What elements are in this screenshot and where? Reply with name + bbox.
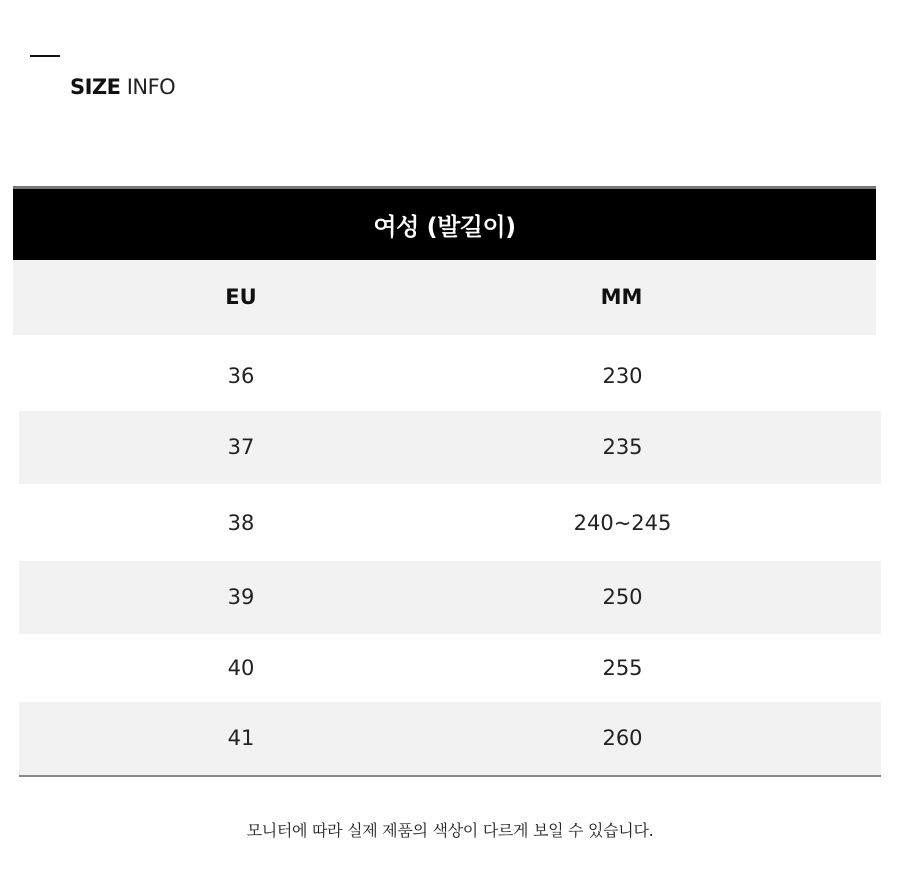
cell-eu: 40	[227, 656, 255, 680]
cell-mm: 250	[602, 585, 643, 609]
table-row	[19, 340, 881, 413]
cell-mm: 240~245	[573, 511, 672, 535]
table-row	[19, 702, 881, 775]
cell-eu: 37	[227, 435, 255, 459]
table-row	[19, 561, 881, 634]
cell-mm: 230	[602, 364, 643, 388]
cell-mm: 260	[602, 726, 643, 750]
cell-mm: 235	[602, 435, 643, 459]
table-row	[19, 632, 881, 705]
table-bottom-border	[19, 775, 881, 777]
cell-eu: 39	[227, 585, 255, 609]
heading-accent-line	[30, 55, 60, 57]
size-table-title: 여성 (발길이)	[13, 189, 876, 260]
color-disclaimer: 모니터에 따라 실제 제품의 색상이 다르게 보일 수 있습니다.	[246, 821, 654, 840]
table-row	[19, 487, 881, 560]
table-row	[19, 411, 881, 484]
heading-light: INFO	[120, 75, 176, 99]
cell-eu: 38	[227, 511, 255, 535]
cell-eu: 41	[227, 726, 255, 750]
section-heading	[70, 74, 175, 100]
cell-mm: 255	[602, 656, 643, 680]
heading-bold: SIZE	[70, 75, 121, 99]
column-header-eu: EU	[225, 285, 257, 309]
column-header-mm: MM	[600, 285, 643, 309]
size-table-header	[13, 260, 876, 335]
cell-eu: 36	[227, 364, 255, 388]
